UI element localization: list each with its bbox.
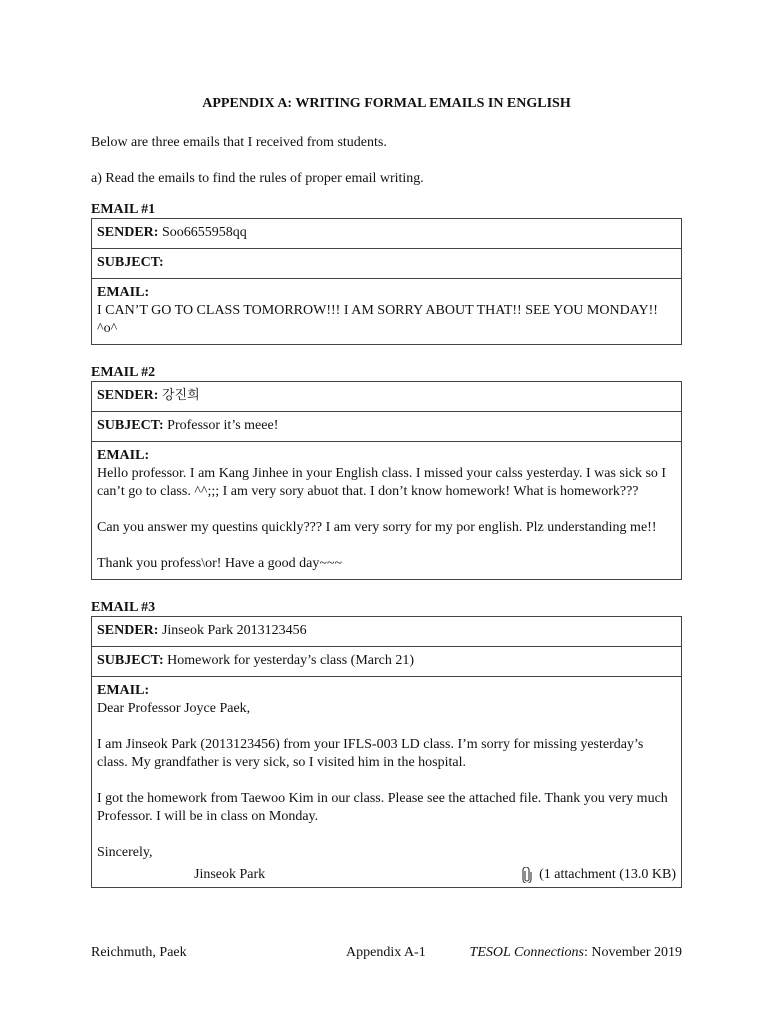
email-2-sender: 강진희: [161, 388, 200, 403]
subject-label: SUBJECT:: [97, 255, 164, 270]
email-label: EMAIL:: [97, 683, 150, 698]
email-1-heading: EMAIL #1: [91, 202, 156, 217]
email-3-body-paragraph: I am Jinseok Park (2013123456) from your IFLS-003 LD class. I’m sorry for missing yesterday’s class. My grandfather is very sick, so I visited him in the hospital.: [97, 737, 644, 770]
sender-label: SENDER:: [97, 225, 159, 240]
email-2-subject-row: [92, 412, 681, 442]
footer-date: : November 2019: [584, 945, 682, 960]
subject-label: SUBJECT:: [97, 418, 164, 433]
email-label: EMAIL:: [97, 285, 150, 300]
paperclip-icon: [521, 867, 533, 883]
email-label: EMAIL:: [97, 448, 150, 463]
email-2-box: [91, 381, 682, 580]
email-1-sender-row: [92, 219, 681, 249]
footer-journal-name: TESOL Connections: [469, 945, 585, 960]
email-3-sender: Jinseok Park 2013123456: [161, 623, 307, 638]
page-footer: [91, 944, 682, 962]
email-1-subject-row: [92, 249, 681, 279]
email-2-body-paragraph: Hello professor. I am Kang Jinhee in your English class. I missed your calss yesterday. I was sick so I can’t go to class. ^^;;; I am very sory abuot that. I don’t know homework! What is homework???: [97, 466, 667, 499]
instruction-text: a) Read the emails to find the rules of proper email writing.: [91, 171, 424, 186]
document-page: [91, 95, 682, 908]
sender-label: SENDER:: [97, 388, 159, 403]
email-1-body-row: [92, 279, 681, 344]
email-1-sender: Soo6655958qq: [161, 225, 247, 240]
email-3-body-row: [92, 677, 681, 887]
footer-authors: Reichmuth, Paek: [91, 945, 187, 960]
email-3-signature: Jinseok Park: [194, 867, 266, 882]
email-3-greeting: Dear Professor Joyce Paek,: [97, 701, 251, 716]
email-2-sender-row: [92, 382, 681, 412]
email-3-heading: EMAIL #3: [91, 600, 156, 615]
subject-label: SUBJECT:: [97, 653, 164, 668]
email-3-subject-row: [92, 647, 681, 677]
intro-text: Below are three emails that I received from students.: [91, 135, 387, 150]
email-3-subject: Homework for yesterday’s class (March 21): [167, 653, 415, 668]
email-2-heading: EMAIL #2: [91, 365, 156, 380]
attachment-indicator[interactable]: [521, 866, 676, 884]
email-1-box: [91, 218, 682, 345]
email-2-body-paragraph: Thank you profess\or! Have a good day~~~: [97, 556, 343, 571]
sender-label: SENDER:: [97, 623, 159, 638]
footer-page-label: Appendix A-1: [346, 945, 426, 960]
footer-journal: [470, 944, 682, 962]
email-1-body: I CAN’T GO TO CLASS TOMORROW!!! I AM SORRY ABOUT THAT!! SEE YOU MONDAY!! ^o^: [97, 303, 658, 336]
page-title: APPENDIX A: WRITING FORMAL EMAILS IN ENGLISH: [202, 96, 571, 111]
email-2-subject: Professor it’s meee!: [167, 418, 279, 433]
email-3-body-paragraph: I got the homework from Taewoo Kim in our class. Please see the attached file. Thank you very much Professor. I will be in class on Monday.: [97, 791, 668, 824]
email-3-closing: Sincerely,: [97, 845, 153, 860]
signature-line: [97, 866, 676, 884]
email-2-body-paragraph: Can you answer my questins quickly??? I am very sorry for my por english. Plz understanding me!!: [97, 520, 657, 535]
email-3-sender-row: [92, 617, 681, 647]
attachment-label: (1 attachment (13.0 KB): [539, 867, 676, 882]
email-3-box: [91, 616, 682, 888]
email-2-body-row: [92, 442, 681, 579]
